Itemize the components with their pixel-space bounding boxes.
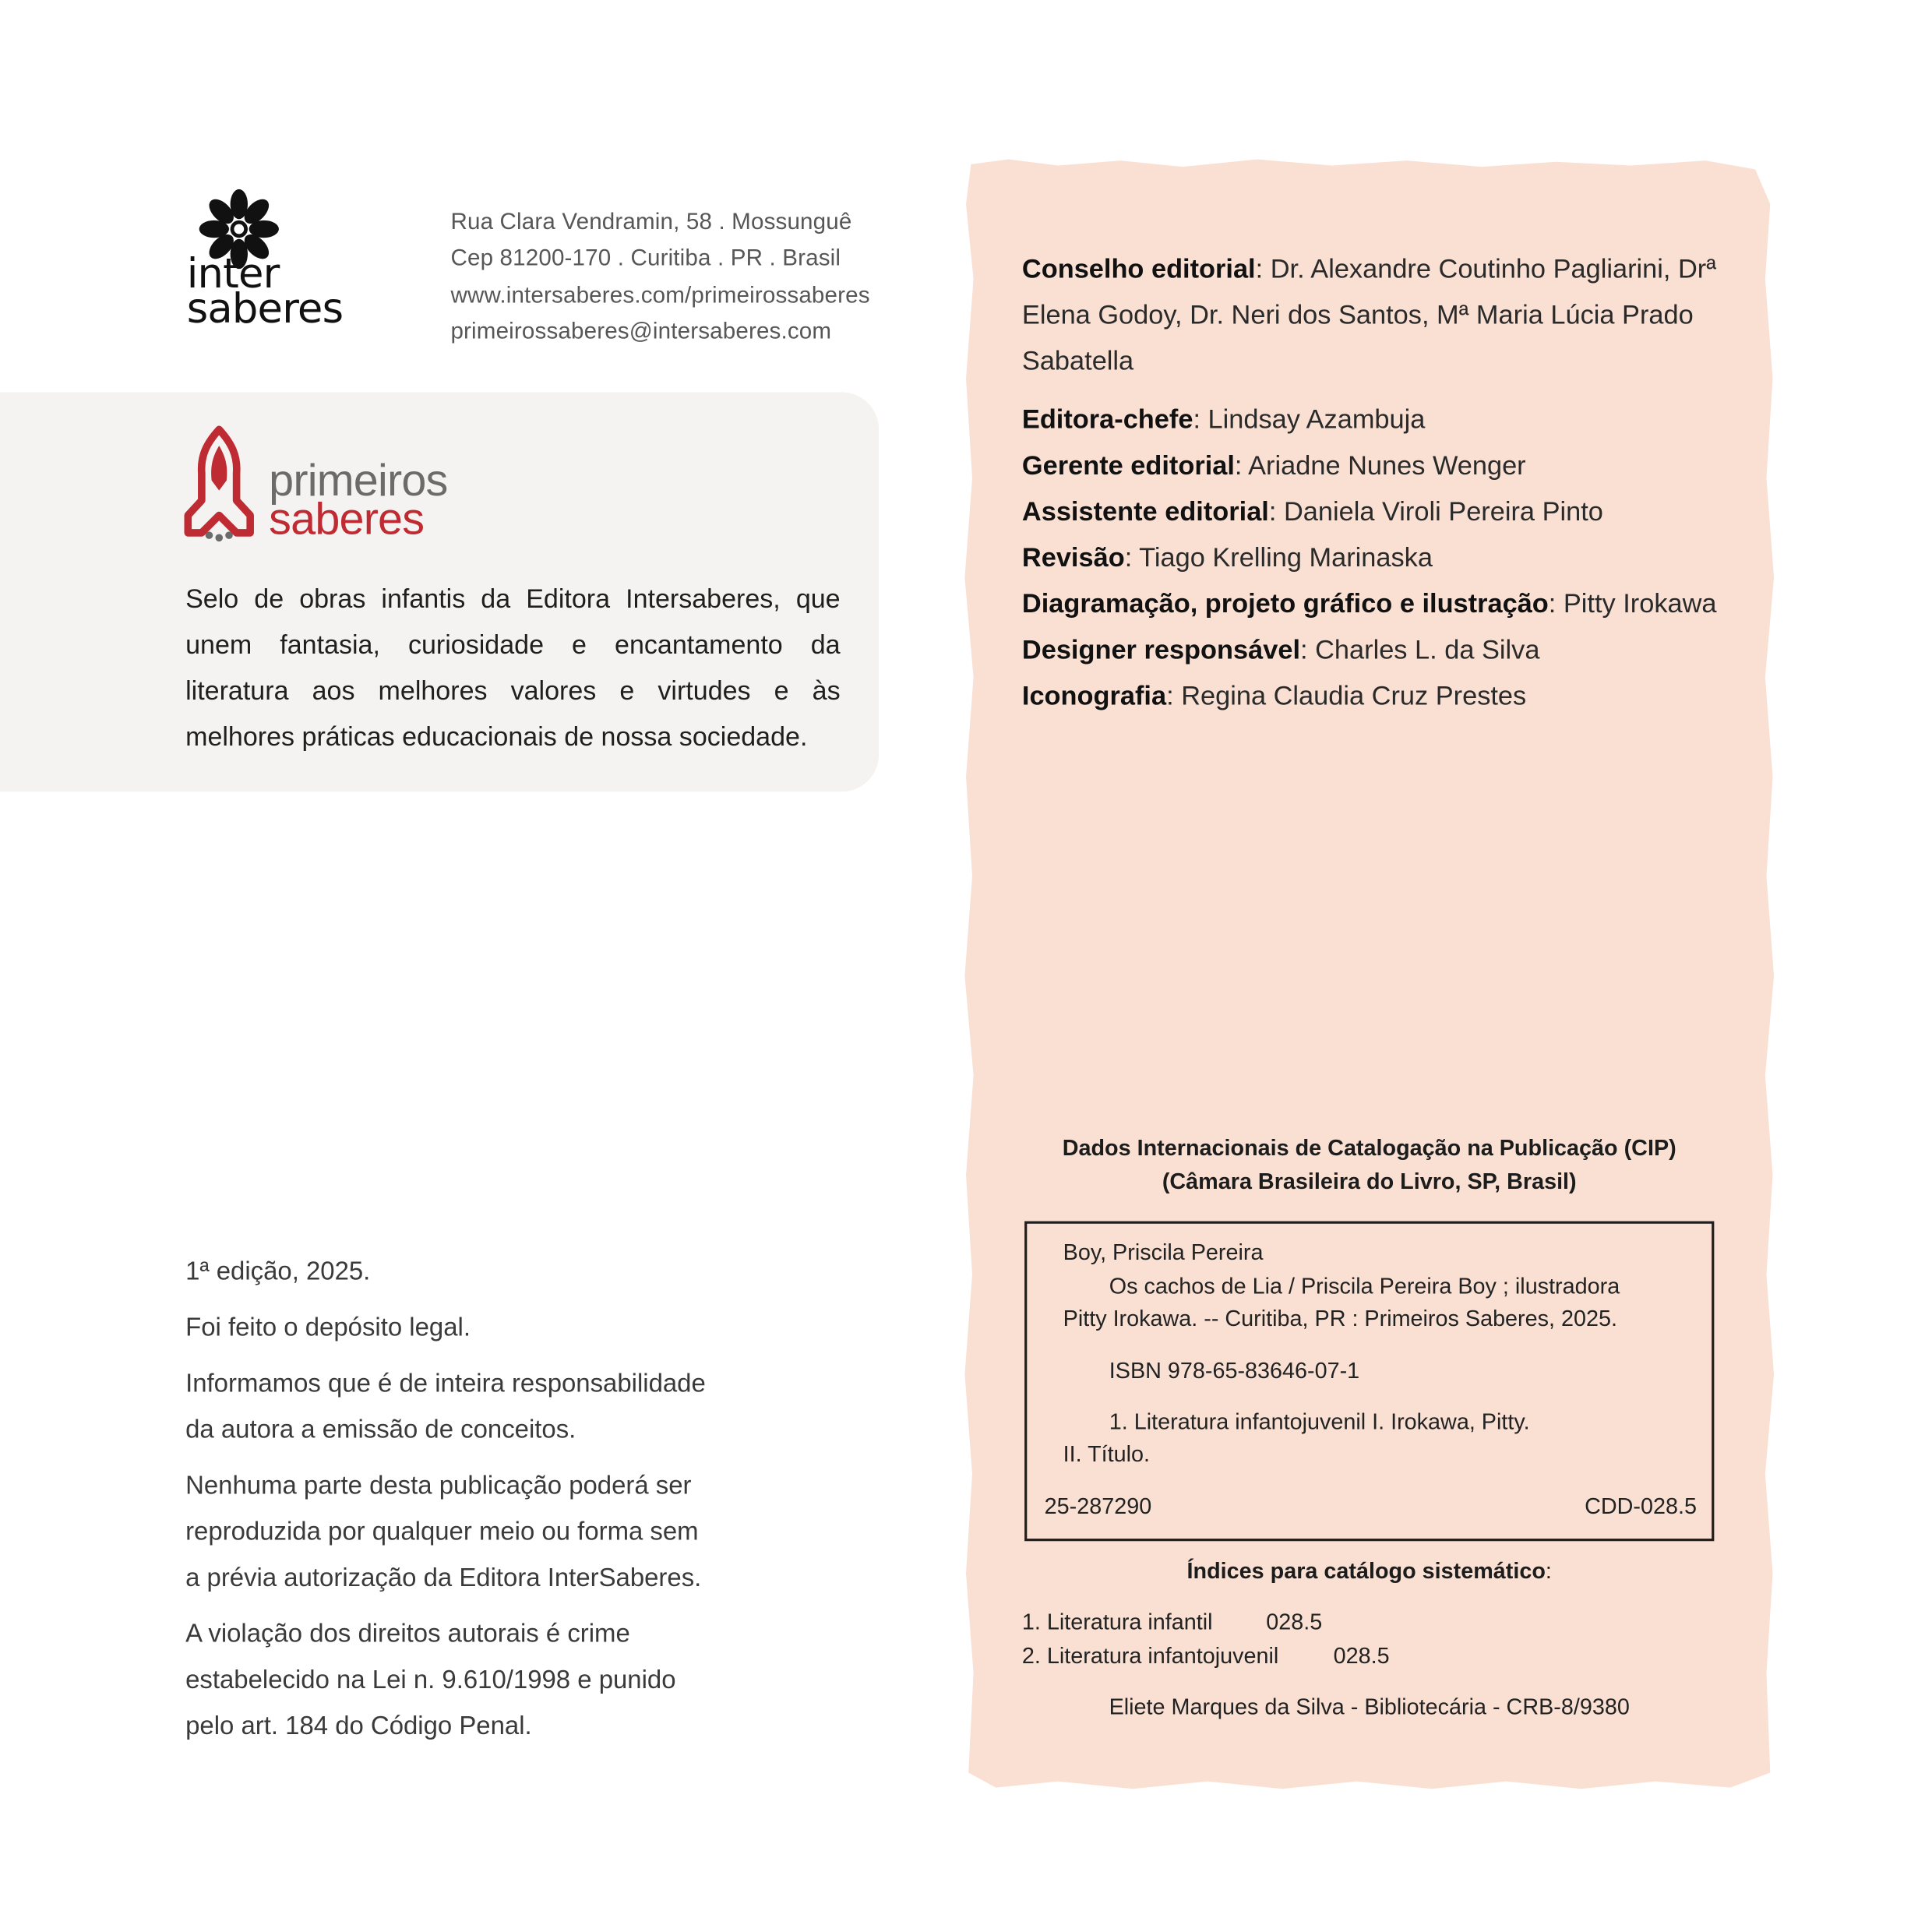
indices-list (1022, 1606, 1390, 1672)
intersaberes-wordmark (186, 249, 344, 333)
cip-subjects-line: 1. Literatura infantojuvenil I. Irokawa, Pitty. (1109, 1408, 1530, 1434)
deposit-line: Foi feito o depósito legal. (185, 1313, 471, 1342)
indices-item-code: 028.5 (1266, 1609, 1323, 1635)
violation-paragraph (185, 1611, 783, 1749)
primeiros-saberes-mark-icon (184, 425, 253, 542)
violation-line: A violação dos direitos autorais é crime (185, 1619, 630, 1648)
reproduction-line: reproduzida por qualquer meio ou forma sem (185, 1517, 699, 1546)
cip-heading (1024, 1132, 1714, 1199)
address-street: Rua Clara Vendramin, 58 . Mossunguê (450, 207, 852, 234)
credit-role: Iconografia (1021, 681, 1167, 711)
responsibility-line: da autora a emissão de conceitos. (185, 1415, 576, 1444)
logo-word-primeiros: primeiros (269, 454, 448, 506)
logo-text-saberes: saberes (186, 284, 344, 333)
credit-designer: Designer responsável: Charles L. da Silva (1021, 634, 1540, 665)
credit-conselho: Conselho editorial: Dr. Alexandre Coutinho Pagliarini, Drª Elena Godoy, Dr. Neri dos Santos, Mª Maria Lúcia Prado Sabatella (1021, 253, 1716, 376)
credit-names: Lindsay Azambuja (1208, 404, 1426, 435)
credit-names: Regina Claudia Cruz Prestes (1181, 681, 1527, 711)
credit-role: Gerente editorial (1021, 450, 1235, 481)
edition-line: 1ª edição, 2025. (185, 1257, 371, 1286)
publisher-address (450, 203, 869, 348)
reproduction-line: Nenhuma parte desta publicação poderá ser (185, 1471, 692, 1500)
librarian-credit: Eliete Marques da Silva - Bibliotecária - CRB-8/9380 (1109, 1694, 1630, 1719)
credit-diagramacao: Diagramação, projeto gráfico e ilustração: Pitty Irokawa (1021, 588, 1717, 619)
legal-notice (185, 1249, 783, 1759)
logo-text-inter: inter (186, 249, 280, 298)
credit-revisao: Revisão: Tiago Krelling Marinaska (1021, 542, 1433, 573)
credit-role: Assistente editorial (1021, 496, 1269, 527)
credit-role: Diagramação, projeto gráfico e ilustração (1021, 588, 1549, 619)
indices-item-label: 2. Literatura infantojuvenil (1021, 1642, 1279, 1668)
credit-names: Daniela Viroli Pereira Pinto (1283, 496, 1603, 527)
credit-names: Ariadne Nunes Wenger (1248, 450, 1526, 481)
reproduction-line: a prévia autorização da Editora InterSaberes. (185, 1564, 702, 1592)
address-city: Cep 81200-170 . Curitiba . PR . Brasil (450, 244, 841, 271)
credit-assistente: Assistente editorial: Daniela Viroli Pereira Pinto (1021, 496, 1603, 527)
indices-item (1022, 1606, 1390, 1638)
violation-line: estabelecido na Lei n. 9.610/1998 e punido (185, 1666, 676, 1694)
responsibility-paragraph (185, 1361, 783, 1453)
credit-role: Conselho editorial (1021, 253, 1256, 284)
cip-title-line: Os cachos de Lia / Priscila Pereira Boy ; ilustradora (1109, 1273, 1620, 1299)
reproduction-paragraph (185, 1463, 783, 1601)
address-email: primeirossaberes@intersaberes.com (450, 317, 832, 344)
indices-heading: Índices para catálogo sistemático: (1186, 1558, 1552, 1584)
cip-author: Boy, Priscila Pereira (1063, 1239, 1264, 1265)
logo-word-saberes: saberes (269, 492, 425, 545)
credit-names: Tiago Krelling Marinaska (1139, 542, 1433, 573)
credit-editora-chefe: Editora-chefe: Lindsay Azambuja (1021, 404, 1426, 435)
cip-title-line: Pitty Irokawa. -- Curitiba, PR : Primeiros Saberes, 2025. (1063, 1306, 1617, 1331)
intersaberes-logo (184, 184, 383, 340)
primeiros-saberes-wordmark (269, 454, 448, 545)
credit-names: Pitty Irokawa (1563, 588, 1717, 619)
indices-heading-text: Índices para catálogo sistemático (1186, 1558, 1546, 1584)
cip-isbn: ISBN 978-65-83646-07-1 (1109, 1358, 1360, 1384)
cip-cdd: CDD-028.5 (1585, 1493, 1697, 1519)
cip-subjects-line: II. Título. (1063, 1441, 1151, 1467)
cip-heading-line: (Câmara Brasileira do Livro, SP, Brasil) (1162, 1169, 1577, 1194)
cip-control-number: 25-287290 (1044, 1493, 1152, 1519)
address-website: www.intersaberes.com/primeirossaberes (450, 280, 870, 308)
credit-names: Dr. Alexandre Coutinho Pagliarini, Drª Elena Godoy, Dr. Neri dos Santos, Mª Maria Lúcia Prado Sabatella (1021, 253, 1716, 376)
cip-heading-line: Dados Internacionais de Catalogação na Publicação (CIP) (1062, 1135, 1676, 1161)
credit-role: Designer responsável (1021, 634, 1300, 665)
cip-record-box (1024, 1222, 1714, 1542)
responsibility-line: Informamos que é de inteira responsabilidade (185, 1369, 706, 1398)
indices-item (1022, 1639, 1390, 1672)
violation-line: pelo art. 184 do Código Penal. (185, 1712, 532, 1740)
credit-iconografia: Iconografia: Regina Claudia Cruz Prestes (1021, 681, 1527, 711)
indices-item-label: 1. Literatura infantil (1021, 1609, 1213, 1635)
editorial-credits (1022, 246, 1732, 719)
credit-gerente: Gerente editorial: Ariadne Nunes Wenger (1021, 450, 1526, 481)
imprint-description: Selo de obras infantis da Editora Intersaberes, que unem fantasia, curiosidade e encantamento da literatura aos melhores valores e virtudes e às melhores práticas educacionais de nossa sociedade. (185, 583, 841, 753)
credit-role: Editora-chefe (1021, 404, 1193, 435)
indices-item-code: 028.5 (1333, 1642, 1390, 1668)
credit-role: Revisão (1021, 542, 1125, 573)
credit-names: Charles L. da Silva (1315, 634, 1540, 665)
